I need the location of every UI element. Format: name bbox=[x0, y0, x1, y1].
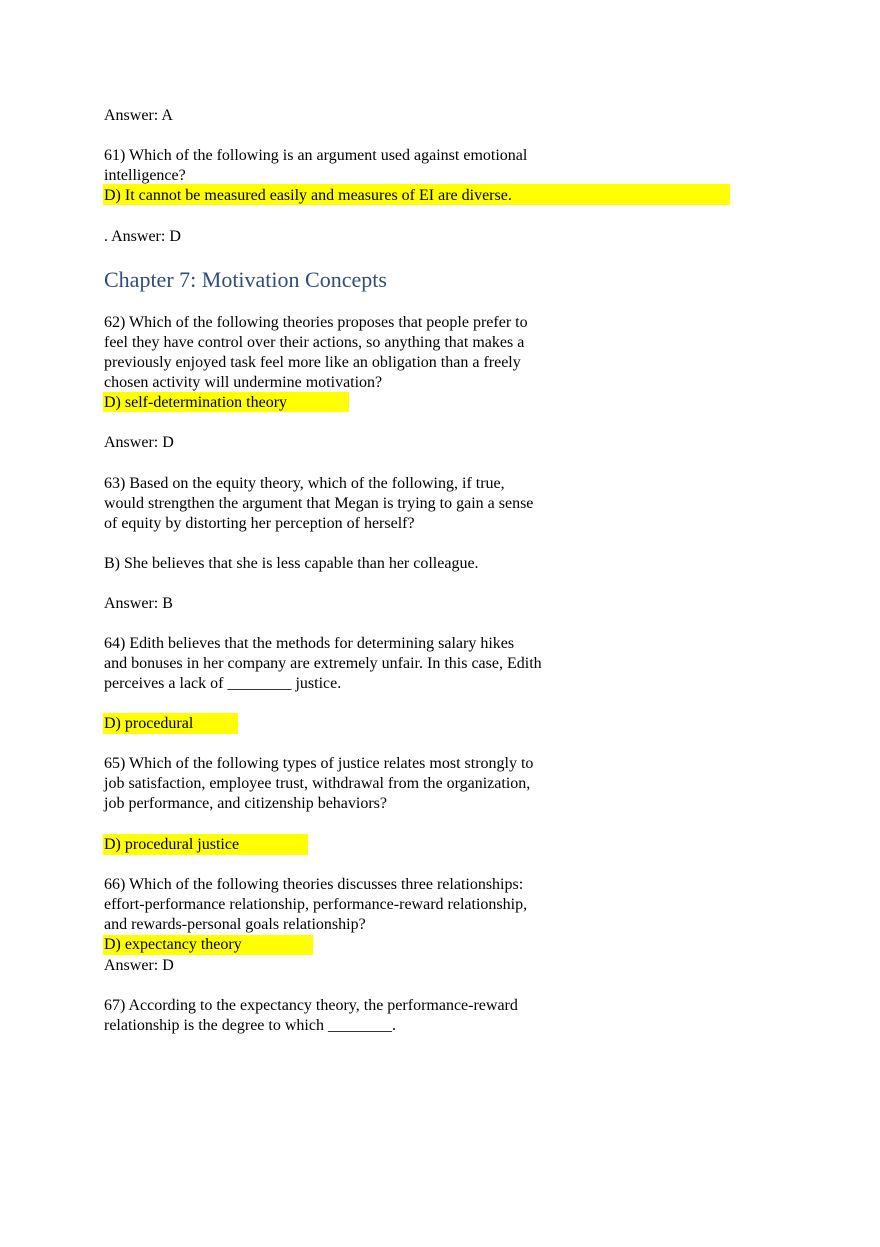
question-66-line-3: and rewards-personal goals relationship? bbox=[104, 916, 366, 933]
answer-line: Answer: A bbox=[104, 107, 173, 124]
question-61-line-1: 61) Which of the following is an argument used against emotional bbox=[104, 147, 528, 164]
question-62-answer: Answer: D bbox=[104, 434, 174, 451]
question-61-line-2: intelligence? bbox=[104, 167, 186, 184]
question-64-line-1: 64) Edith believes that the methods for determining salary hikes bbox=[104, 635, 515, 652]
question-64-choice: D) procedural bbox=[104, 715, 194, 732]
question-63-line-3: of equity by distorting her perception of herself? bbox=[104, 515, 415, 532]
question-67-line-2: relationship is the degree to which ________. bbox=[104, 1017, 396, 1034]
question-66-line-1: 66) Which of the following theories discusses three relationships: bbox=[104, 876, 524, 893]
question-63-line-1: 63) Based on the equity theory, which of the following, if true, bbox=[104, 475, 505, 492]
question-64-line-3: perceives a lack of ________ justice. bbox=[104, 675, 342, 692]
question-62-line-3: previously enjoyed task feel more like an obligation than a freely bbox=[104, 354, 521, 371]
question-67-line-1: 67) According to the expectancy theory, the performance-reward bbox=[104, 997, 518, 1014]
question-61-choice: D) It cannot be measured easily and measures of EI are diverse. bbox=[104, 187, 512, 204]
question-62-line-2: feel they have control over their actions, so anything that makes a bbox=[104, 334, 525, 351]
question-63-choice: B) She believes that she is less capable than her colleague. bbox=[104, 555, 479, 572]
question-65-line-3: job performance, and citizenship behaviors? bbox=[104, 795, 387, 812]
question-63-line-2: would strengthen the argument that Megan is trying to gain a sense bbox=[104, 495, 534, 512]
question-65-line-2: job satisfaction, employee trust, withdrawal from the organization, bbox=[104, 775, 531, 792]
question-61-answer: . Answer: D bbox=[104, 228, 181, 245]
question-64-line-2: and bonuses in her company are extremely unfair. In this case, Edith bbox=[104, 655, 542, 672]
question-66-choice: D) expectancy theory bbox=[104, 936, 242, 953]
question-66-line-2: effort-performance relationship, performance-reward relationship, bbox=[104, 896, 528, 913]
chapter-heading: Chapter 7: Motivation Concepts bbox=[104, 267, 387, 292]
question-62-line-4: chosen activity will undermine motivation? bbox=[104, 374, 383, 391]
question-66-answer: Answer: D bbox=[104, 957, 174, 974]
question-65-line-1: 65) Which of the following types of justice relates most strongly to bbox=[104, 755, 534, 772]
question-63-answer: Answer: B bbox=[104, 595, 173, 612]
question-65-choice: D) procedural justice bbox=[104, 836, 240, 853]
question-62-line-1: 62) Which of the following theories proposes that people prefer to bbox=[104, 314, 528, 331]
question-62-choice: D) self-determination theory bbox=[104, 394, 288, 411]
